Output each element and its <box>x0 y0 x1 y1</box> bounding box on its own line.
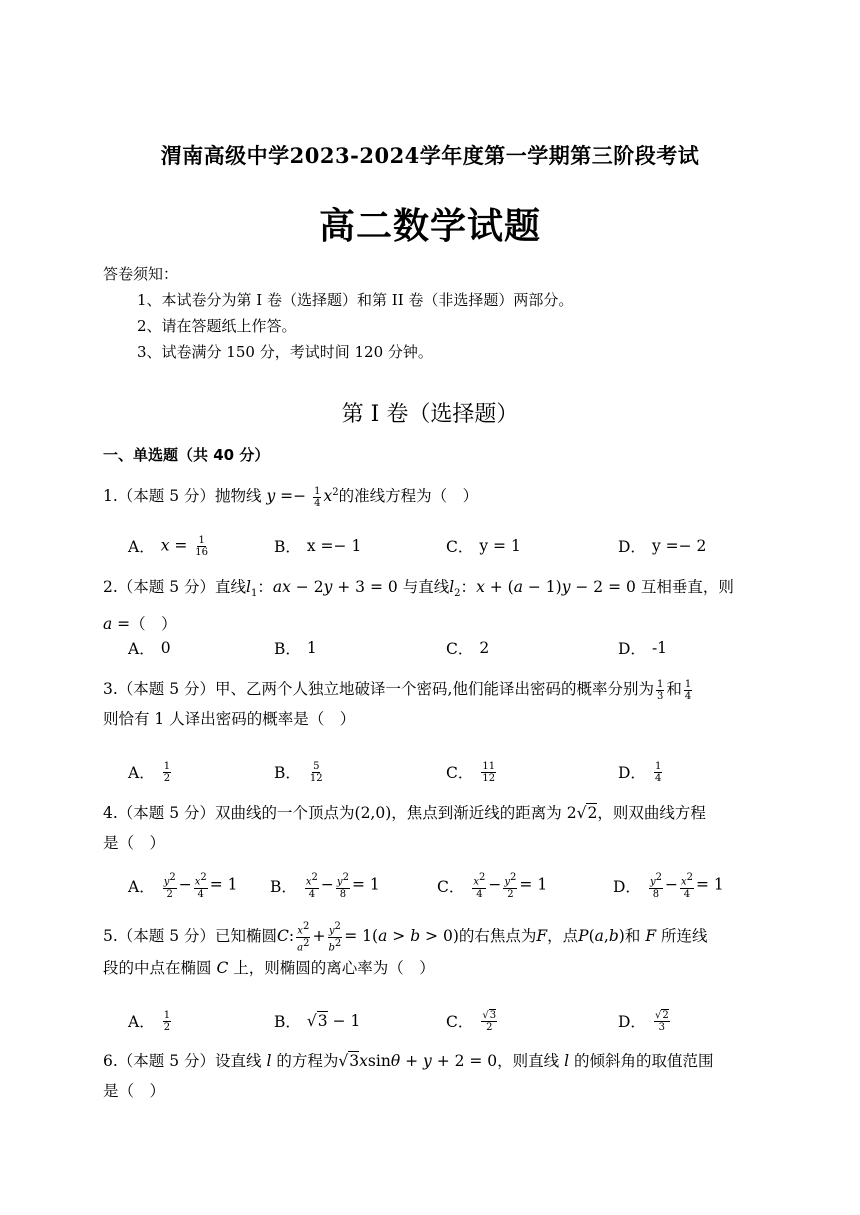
part-heading: 一、单选题（共 40 分） <box>103 446 270 464</box>
question-6: 6.（本题 5 分）设直线 l 的方程为√3xsinθ + y + 2 = 0，则直线 l 的倾斜角的取值范围 是（ ） <box>103 1052 714 1100</box>
option-numerator: 1 <box>163 1009 171 1021</box>
question-text: 的右焦点为 <box>458 927 537 945</box>
math-expression: y =− $\frac{1}{4}$ $x^2$ <box>266 485 339 509</box>
option-numerator: 1 <box>654 760 662 772</box>
question-number: 2. <box>103 578 118 596</box>
question-text: 则恰有 1 人译出密码的概率是（ ） <box>103 710 356 728</box>
question-text: 所连线 <box>661 927 708 945</box>
option-label: A． <box>128 640 155 658</box>
question-1 <box>103 478 763 511</box>
option-label: D． <box>613 878 641 896</box>
option-label: B． <box>274 1013 301 1031</box>
option-value: x =− 1 <box>306 537 362 555</box>
option-label: A． <box>128 1013 155 1031</box>
question-text: 设直线 <box>215 1052 262 1070</box>
question-points: （本题 5 分） <box>117 680 216 698</box>
question-text: 互相垂直，则 <box>640 578 734 596</box>
option-label: B． <box>274 640 301 658</box>
option-a <box>128 1004 173 1038</box>
question-number: 4. <box>103 804 118 822</box>
option-d <box>618 631 667 665</box>
option-b <box>274 755 326 789</box>
option-label: D． <box>618 640 646 658</box>
option-label: D． <box>618 538 646 556</box>
question-text: 双曲线的一个顶点为(2,0)，焦点到渐近线的距离为 <box>215 804 562 822</box>
question-number: 1. <box>103 487 118 506</box>
question-text: ，则直线 <box>497 1052 560 1070</box>
option-value: 0 <box>160 639 171 657</box>
option-value: 1 <box>306 639 317 657</box>
option-numerator: 1 <box>163 760 171 772</box>
option-c: C． $\frac{x^2}{4}$ − $\frac{y^2}{2}$ = 1 <box>437 872 548 900</box>
option-b: B． √3 − 1 <box>274 1012 361 1031</box>
option-d <box>618 529 706 563</box>
option-numerator: 5 <box>313 760 320 772</box>
question-text: 的准线方程为（ ） <box>338 487 479 506</box>
question-text: 与直线 <box>402 578 450 596</box>
option-b <box>274 631 317 665</box>
question-4: 4.（本题 5 分）双曲线的一个顶点为(2,0)，焦点到渐近线的距离为 2√2，则双曲线方程 是（ ） <box>103 804 706 852</box>
option-d <box>618 755 664 789</box>
option-label: C． <box>437 878 465 896</box>
school-title: 渭南高级中学2023-2024学年度第一学期第三阶段考试 <box>160 143 700 168</box>
option-numerator: 11 <box>482 760 496 772</box>
question-text: ，则双曲线方程 <box>597 804 706 822</box>
question-3-options <box>128 755 748 789</box>
option-d: D． $\frac{y^2}{8}$ − $\frac{x^2}{4}$ = 1 <box>613 872 724 900</box>
option-denominator: 2 <box>163 772 171 784</box>
question-text: 甲、乙两个人独立地破译一个密码,他们能译出密码的概率分别为 <box>215 680 654 698</box>
question-5: 5.（本题 5 分）已知椭圆C: $\frac{x^2}{a^2}$ + $\frac{y^2}{b^2}$ = 1(a > b > 0)的右焦点为F，点P(a,b)和 F 所连线 段的中点在椭圆 C 上，则椭圆的离心率为（ ） <box>103 921 708 977</box>
option-value: y =− 2 <box>651 537 707 555</box>
question-3: 3.（本题 5 分）甲、乙两个人独立地破译一个密码,他们能译出密码的概率分别为 $\frac{1}{3}$ 和 $\frac{1}{4}$ 则恰有 1 人译出密码的概率是（ ） <box>103 678 692 728</box>
question-number: 6. <box>103 1052 118 1070</box>
question-5-options <box>128 1004 748 1038</box>
notice-heading: 答卷须知： <box>103 265 179 283</box>
option-label: C． <box>446 764 474 782</box>
option-denominator: 2 <box>163 1021 171 1033</box>
question-points: （本题 5 分） <box>117 927 216 945</box>
option-d: D． $\frac{√2}{3}$ <box>618 1009 669 1033</box>
question-points: （本题 5 分） <box>117 1052 216 1070</box>
option-label: A． <box>128 538 155 556</box>
question-points: （本题 5 分） <box>117 487 216 506</box>
question-text: 和 <box>666 680 682 698</box>
question-text: 的倾斜角的取值范围 <box>574 1052 714 1070</box>
option-c <box>446 755 498 789</box>
exam-notice <box>103 261 573 365</box>
option-a: A． x = $\frac{1}{16}$ <box>128 534 209 558</box>
option-c <box>446 529 521 563</box>
question-number: 5. <box>103 927 118 945</box>
question-text: 的方程为 <box>276 1052 339 1070</box>
question-points: （本题 5 分） <box>117 804 216 822</box>
question-text: （ ） <box>130 615 177 634</box>
option-label: A． <box>128 764 155 782</box>
question-number: 3. <box>103 680 118 698</box>
option-c: C． $\frac{√3}{2}$ <box>446 1009 497 1033</box>
question-4-options <box>128 869 748 903</box>
option-denominator: 12 <box>482 772 496 784</box>
section-title: 第 I 卷（选择题） <box>341 402 519 427</box>
option-b <box>274 529 361 563</box>
option-label: D． <box>618 1013 646 1031</box>
option-value: -1 <box>651 639 668 657</box>
question-text: 段的中点在椭圆 <box>103 958 212 977</box>
option-label: C． <box>446 538 474 556</box>
question-2: 2.（本题 5 分）直线$l_1$：ax − 2y + 3 = 0 与直线$l_2$：x + (a − 1)y − 2 = 0 互相垂直，则 a =（ ） <box>103 578 734 634</box>
option-label: A． <box>128 878 155 896</box>
option-value: 2 <box>479 639 490 657</box>
question-2-options <box>128 631 748 665</box>
exam-title: 高二数学试题 <box>318 206 541 247</box>
question-text: 和 <box>624 927 641 945</box>
option-label: D． <box>618 764 646 782</box>
notice-item: 3、试卷满分 150 分，考试时间 120 分钟。 <box>137 343 433 361</box>
option-label: C． <box>446 640 474 658</box>
question-text: 抛物线 <box>215 487 262 506</box>
option-label: B． <box>270 878 297 896</box>
question-text: 上，则椭圆的离心率为（ ） <box>233 958 435 977</box>
question-text: 是（ ） <box>103 1082 166 1100</box>
option-b: B． $\frac{x^2}{4}$ − $\frac{y^2}{8}$ = 1 <box>270 872 380 900</box>
option-denominator: 12 <box>309 772 323 784</box>
notice-item: 1、本试卷分为第 I 卷（选择题）和第 II 卷（非选择题）两部分。 <box>137 291 574 309</box>
option-label: C． <box>446 1013 474 1031</box>
question-text: 直线 <box>215 578 247 596</box>
option-a: A． $\frac{y^2}{2}$ − $\frac{x^2}{4}$ = 1 <box>128 872 238 900</box>
option-label: B． <box>274 538 301 556</box>
question-text: 已知椭圆 <box>215 927 278 945</box>
question-text: ，点 <box>547 927 579 945</box>
option-a <box>128 755 173 789</box>
option-label: B． <box>274 764 301 782</box>
question-points: （本题 5 分） <box>117 578 216 596</box>
option-value: y = 1 <box>479 537 521 555</box>
option-denominator: 4 <box>654 772 662 784</box>
notice-item: 2、请在答题纸上作答。 <box>137 317 297 335</box>
option-c <box>446 631 489 665</box>
option-a <box>128 631 171 665</box>
question-1-options <box>128 529 748 563</box>
question-text: 是（ ） <box>103 834 166 852</box>
